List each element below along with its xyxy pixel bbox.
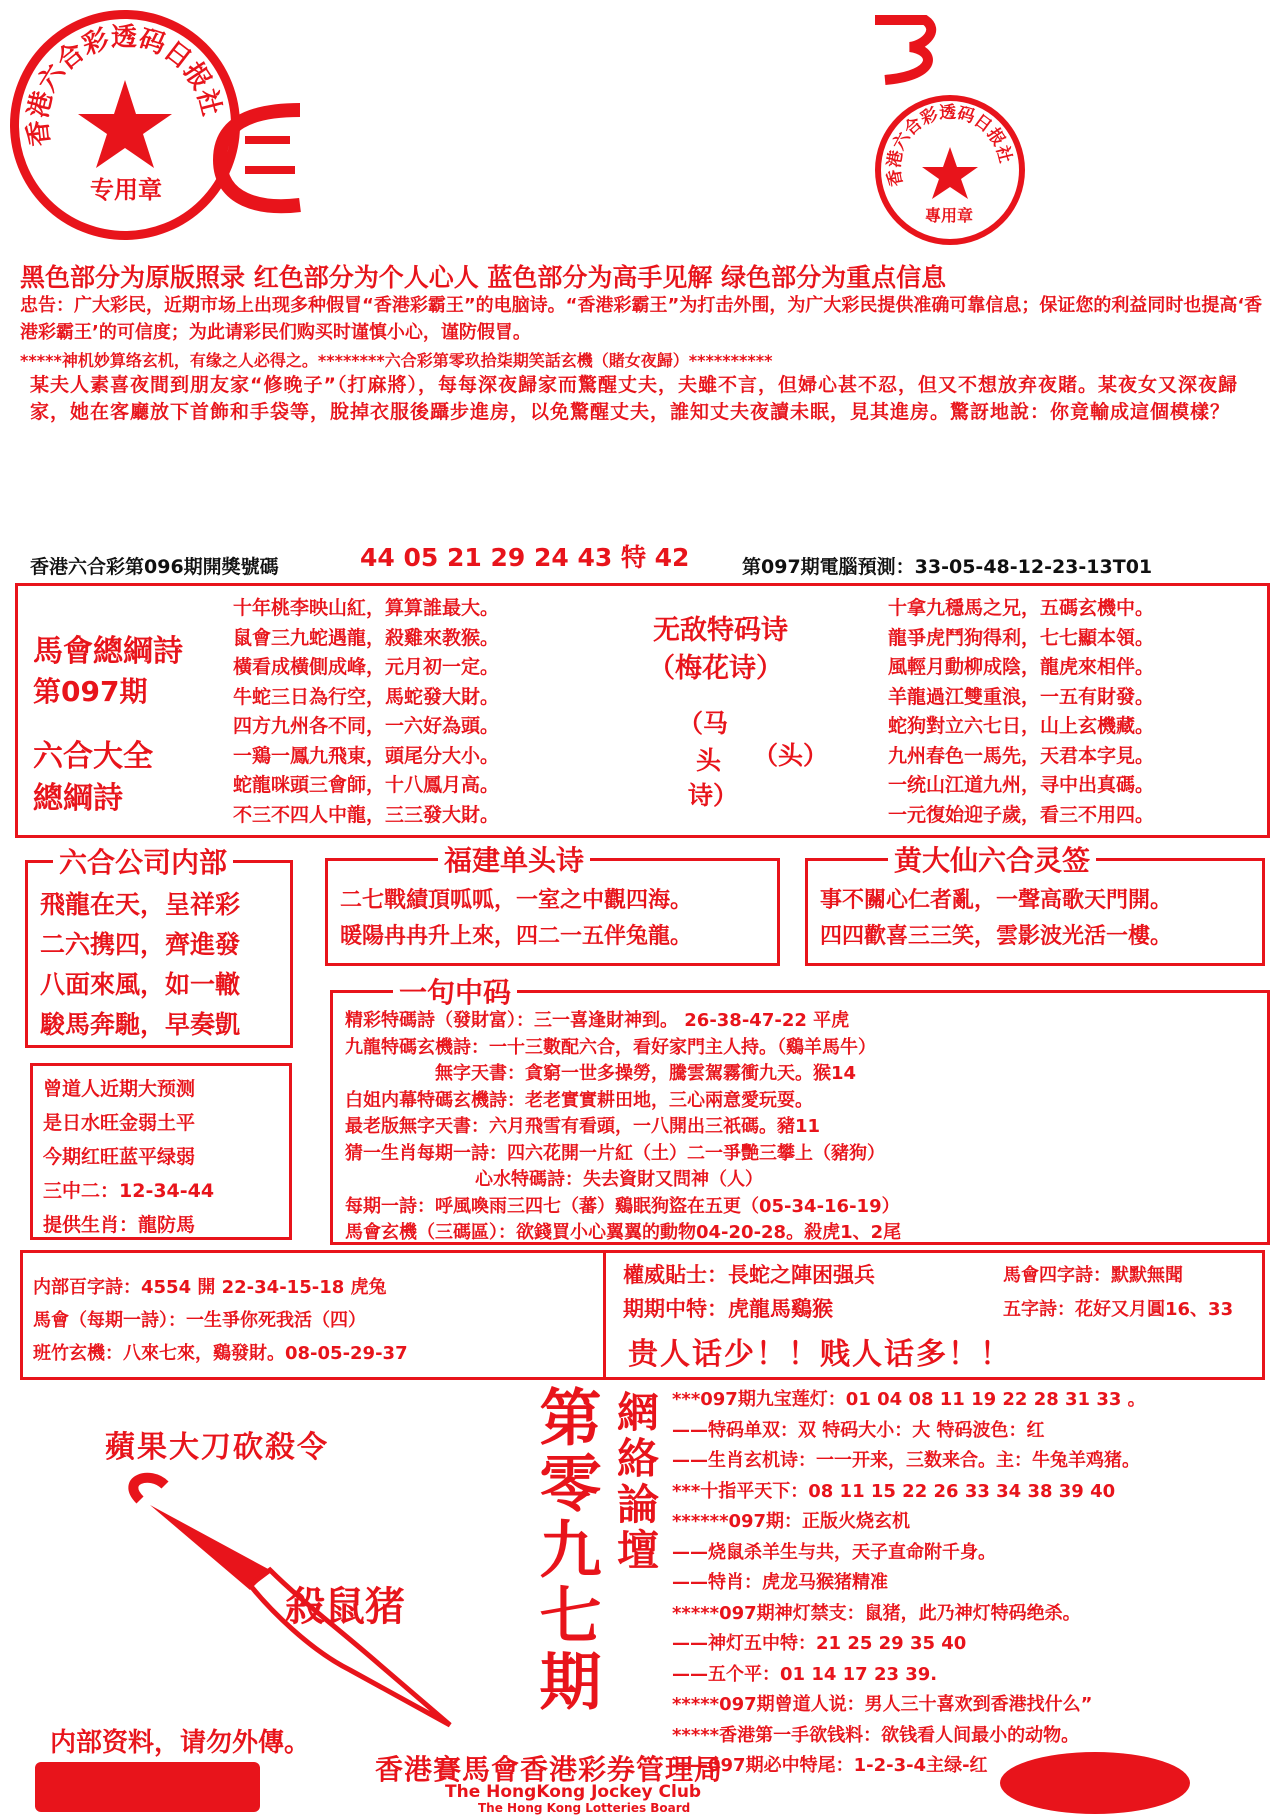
yiju-line: 無字天書：貪窮一世多操勞，騰雲駕霧衝九天。猴14 [435,1063,857,1084]
huang-lines [820,883,1172,955]
bottom-left-line: 班竹玄機：八來七來，鷄發財。08-05-29-37 [33,1343,408,1364]
poem-line: 龍爭虎鬥狗得利，七七顯本領。 [888,626,1155,649]
inner-line: 飛龍在天，呈祥彩 [40,890,241,919]
inner-lines [40,885,240,1045]
footer-en-title: The HongKong Jockey Club [445,1782,702,1802]
poem-line: 十拿九穩馬之兄，五碼玄機中。 [888,597,1155,619]
info-line: ——特码单双：双 特码大小：大 特码波色：红 [672,1419,1045,1441]
yiju-title: 一句中码 [393,971,517,1011]
poem-line: 一元復始迎子歲，看三不用四。 [888,803,1155,826]
logo-scribble-icon [200,100,310,225]
stamp-label: 專用章 [925,206,974,225]
poem-line: 十年桃李映山紅，算算誰最大。 [233,597,500,619]
info-line: ——五个平：01 14 17 23 39. [672,1663,938,1685]
mid-poem-paren: （马 [678,709,729,738]
apple-title: 蘋果大刀砍殺令 [105,1430,329,1465]
yiju-box [330,976,1270,1245]
poem-line: 蛇龍咪頭三會師，十八鳳月高。 [233,774,500,796]
fujian-line: 二七戰績頂呱呱，一室之中觀四海。 [340,888,693,913]
poem-left-title: 馬會總綱詩 [33,634,183,669]
zeng-line: 今期红旺蓝平绿弱 [43,1146,196,1168]
yiju-line: 九龍特碼玄機詩：一十三數配六合，看好家門主人持。（鷄羊馬牛） [345,1036,876,1058]
footer-left-ornament-icon [35,1762,260,1812]
internal-footer: 内部资料，请勿外傳。 [50,1728,311,1758]
stamp-label: 专用章 [90,176,162,204]
stamp-text: 香港六合彩透码日报社 [23,22,227,148]
mid-poem-sub: （梅花诗） [648,653,783,684]
info-line: ——生肖玄机诗：一一开来，三数来合。主：牛兔羊鸡猪。 [672,1450,1140,1471]
yiju-lines [345,1008,901,1247]
info-line: *****香港第一手欲钱料：欲钱看人间最小的动物。 [672,1724,1080,1746]
poem-line: 一统山江道九州，寻中出真碼。 [888,774,1155,796]
inner-line: 二六携四，齊進發 [40,930,241,959]
yiju-line: 白姐内幕特碼玄機詩：老老實實耕田地，三心兩意愛玩耍。 [345,1089,813,1111]
poem-line: 一鶏一鳳九飛東，頭尾分大小。 [233,744,500,767]
bottom-left-lines [33,1271,408,1370]
inner-title: 六合公司内部 [53,841,233,881]
fujian-box [325,844,780,966]
huang-line: 四四歡喜三三笑，雲影波光活一樓。 [820,924,1173,949]
yiju-line: 猜一生肖每期一詩：四六花開一片紅（土）二一爭艷三攀上（豬狗） [345,1142,885,1164]
yiju-line: 心水特碼詩：失去資財又問神（人） [475,1169,763,1190]
poem-line: 風輕月動柳成陰，龍虎來相伴。 [888,656,1155,678]
forum-vertical-title: 網絡論壇 [611,1390,660,1574]
info-line: ——烧鼠杀羊生与共，天子直命附千身。 [672,1541,996,1563]
mid-poem-tou: 头 [696,746,722,775]
zeng-box [30,1063,292,1240]
bottom-info-box [20,1250,1265,1380]
info-line: ***097期九宝莲灯：01 04 08 11 19 22 28 31 33 。 [672,1389,1146,1410]
sword-icon [110,1470,490,1730]
star-icon [922,147,978,199]
fujian-title: 福建单头诗 [438,839,590,879]
poem-line: 鼠會三九蛇遇龍，殺雞來教猴。 [233,626,500,649]
authority-tip: 權威貼士：長蛇之陣困强兵 [623,1263,875,1287]
slogan: 贵人话少！！贱人话多！！ [628,1337,1012,1372]
zeng-line: 三中二：12-34-44 [43,1180,215,1202]
five-char-poem: 五字詩：花好又月圓16、33 [1003,1299,1234,1320]
prev-draw-numbers: 44 05 21 29 24 43 特 42 [360,543,690,572]
inner-line: 八面來風，如一轍 [40,970,241,999]
zeng-line: 是日水旺金弱土平 [43,1112,196,1134]
info-line: ——097期必中特尾：1-2-3-4主绿-红 [672,1755,988,1776]
poem-line: 橫看成橫側成峰，元月初一定。 [233,656,500,678]
huang-title: 黄大仙六合灵签 [888,839,1096,879]
huang-line: 事不關心仁者亂，一聲高歌天門開。 [820,888,1173,913]
logo-scribble-icon [865,5,945,90]
poem-left-title2: 六合大全 [33,739,153,774]
zeng-lines [43,1106,214,1242]
info-line: *****097期曾道人说：男人三十喜欢到香港找什么” [672,1694,1093,1715]
yiju-line: 每期一詩：呼風喚雨三四七（蕃）鷄眠狗盜在五更（05-34-16-19） [345,1195,900,1217]
sword-text: 殺鼠猪 [285,1584,405,1630]
stamp-text: 香港六合彩透码日报社 [884,102,1016,188]
poem-line: 不三不四人中龍，三三發大財。 [233,803,500,826]
color-legend: 黑色部分为原版照录 红色部分为个人心人 蓝色部分为高手见解 绿色部分为重点信息 [20,263,947,292]
poem-line: 九州春色一馬先，天君本字見。 [888,744,1155,767]
poem-line: 牛蛇三日為行空，馬蛇發大財。 [233,685,500,708]
fujian-lines [340,883,692,955]
mid-poem-tou2: （头） [753,741,829,770]
prev-draw-label: 香港六合彩第096期開獎號碼 [30,556,279,578]
four-char-poem: 馬會四字詩：默默無聞 [1003,1265,1183,1286]
yiju-line: 精彩特碼詩（發財富）：三一喜逢財神到。 26-38-47-22 平虎 [345,1010,850,1031]
poem-line: 羊龍過江雙重浪，一五有財發。 [888,685,1155,708]
fujian-line: 暖陽冉冉升上來，四二一五伴兔龍。 [340,924,693,949]
star-icon [78,80,172,168]
notice-text: 忠告：广大彩民，近期市场上出现多种假冒“香港彩霸王”的电脑诗。“香港彩霸王”为打击外围，为广大彩民提供准确可靠信息；保证您的利益同时也提高‘香港彩霸王’的可信度；为此请彩民们购买时谨慎小心，谨防假冒。 [20,295,1263,343]
poem-lines-right [888,594,1154,830]
info-line: ******097期：正版火烧玄机 [672,1511,911,1532]
each-period-special: 期期中特：虎龍馬鷄猴 [623,1297,833,1321]
poem-left-title3: 總綱詩 [33,781,123,816]
poem-line: 蛇狗對立六七日，山上玄機藏。 [888,715,1155,737]
inner-line: 駿馬奔馳，早奏凱 [40,1010,241,1039]
bottom-left-line: 馬會（每期一詩）：一生爭你死我活（四） [33,1310,366,1331]
zeng-title: 曾道人近期大预测 [43,1078,196,1100]
info-line: *****097期神灯禁支：鼠猪，此乃神灯特码绝杀。 [672,1602,1081,1624]
info-line: ***十指平天下：08 11 15 22 26 33 34 38 39 40 [672,1480,1116,1502]
riddle-title: *****神机妙算络玄机，有缘之人必得之。********六合彩第零玖拾柒期笑話玄機（賭女夜歸）********** [20,351,773,370]
mid-poem-title: 无敌特码诗 [653,615,788,646]
zeng-line: 提供生肖：龍防馬 [43,1214,196,1236]
footer-en-subtitle: The Hong Kong Lotteries Board [478,1801,691,1815]
info-line: ——神灯五中特：21 25 29 35 40 [672,1633,967,1654]
poem-lines-left [233,594,499,830]
yiju-line: 最老版無字天書：六月飛雪有看頭，一八開出三祇碼。豬11 [345,1116,821,1137]
right-info-list [672,1385,1146,1782]
right-stamp [875,95,1025,245]
footer-cn-title: 香港賽馬會香港彩券管理局 [375,1753,724,1786]
bottom-divider [603,1253,606,1377]
bottom-left-line: 内部百字詩：4554 開 22-34-15-18 虎兔 [33,1277,387,1298]
inner-company-box [25,846,293,1048]
yiju-line: 馬會玄機（三碼區）：欲錢買小心翼翼的動物04-20-28。殺虎1、2尾 [345,1222,902,1243]
info-line: ——特肖：虎龙马猴猪精准 [672,1572,888,1593]
huang-box [805,844,1265,966]
riddle-body: 某夫人素喜夜間到朋友家“修晚子”（打麻將），每每深夜歸家而驚醒丈夫，夫雖不言，但婦心甚不忍，但又不想放弃夜賭。某夜女又深夜歸家，她在客廳放下首飾和手袋等，脫掉衣服後躡步進房，以免驚醒丈夫，誰知丈夫夜讀未眠，見其進房。驚訝地說：你竟輸成這個模樣？ [30,374,1238,423]
poem-line: 四方九州各不同，一六好為頭。 [233,715,500,737]
poem-box [15,583,1270,838]
next-prediction: 第097期電腦預測：33-05-48-12-23-13T01 [742,556,1153,578]
poem-left-period: 第097期 [33,675,148,708]
footer-right-ornament-icon [1000,1752,1190,1814]
period-vertical-title: 第零九七期 [529,1385,602,1715]
mid-poem-shi: 诗） [688,781,739,810]
